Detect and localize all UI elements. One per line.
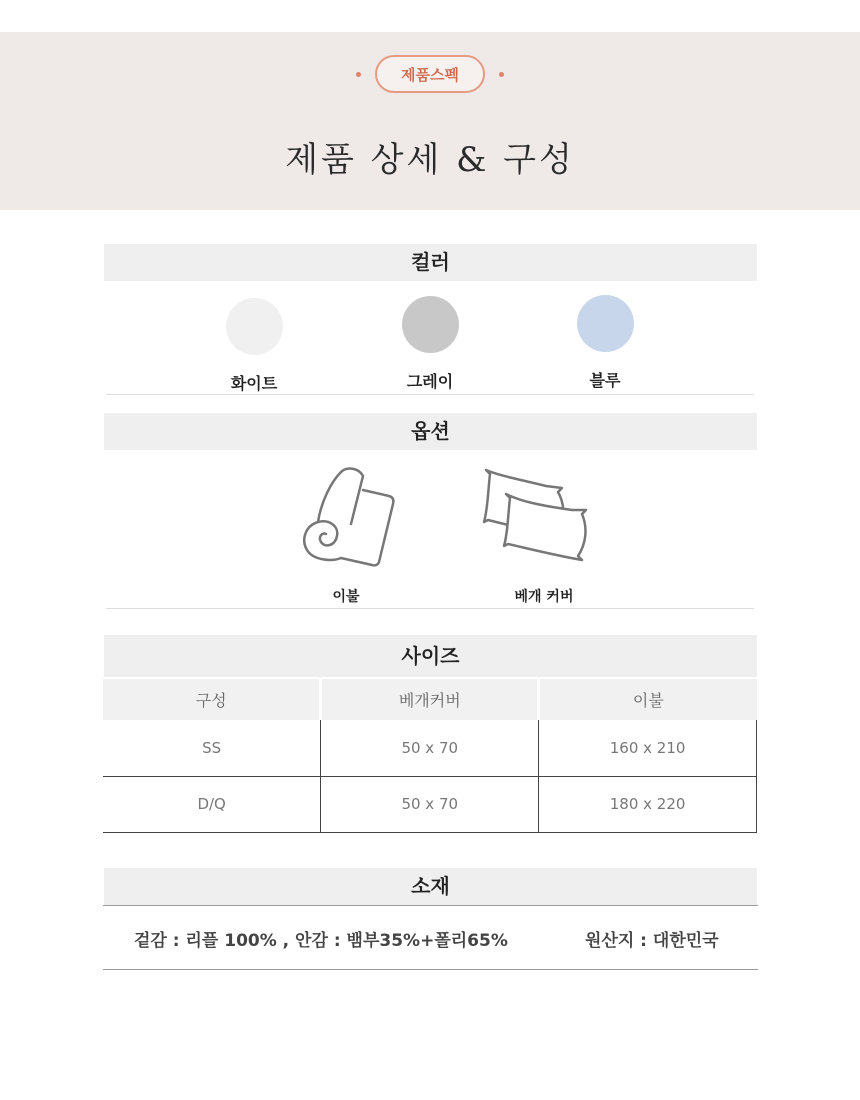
table-row [103,720,757,776]
size-table-header [103,679,757,720]
option-blanket [286,462,406,576]
swatch-white [194,298,314,394]
swatch-label: 블루 [589,371,621,390]
table-cell: SS [103,720,321,776]
origin-text: 원산지 : 대한민국 [585,931,719,951]
material-text: 겉감 : 리플 100% , 안감 : 뱀부35%+폴리65% [134,931,508,951]
rolled-blanket-icon [291,462,401,572]
table-header-cell: 구성 [103,679,321,720]
white-swatch [226,298,283,355]
material-section-title: 소재 [104,868,757,905]
swatch-gray [370,296,490,392]
pillows-icon [474,466,594,566]
table-cell: D/Q [103,776,321,832]
left-dot-icon [356,72,361,77]
swatch-label: 그레이 [406,372,454,391]
table-header-cell: 이불 [539,679,757,720]
blue-swatch [577,295,634,352]
option-label-pillow: 베개 커버 [514,589,574,605]
divider [103,969,758,970]
table-row [103,776,757,832]
table-cell: 180 x 220 [539,776,757,832]
table-cell: 160 x 210 [539,720,757,776]
option-pillow [474,466,594,570]
table-cell: 50 x 70 [321,720,539,776]
divider [106,394,754,395]
option-section-title: 옵션 [104,413,757,450]
divider [106,608,754,609]
page-title: 제품 상세 & 구성 [285,140,575,180]
size-section-title: 사이즈 [104,635,757,677]
table-cell: 50 x 70 [321,776,539,832]
gray-swatch [402,296,459,353]
right-dot-icon [499,72,504,77]
table-header-cell: 베개커버 [321,679,539,720]
spec-badge: 제품스펙 [375,55,485,93]
option-label-blanket: 이불 [332,589,360,605]
badge-row [0,55,860,93]
swatch-label: 화이트 [230,374,278,393]
color-section-title: 컬러 [104,244,757,281]
size-table [103,679,757,833]
swatch-blue [545,295,665,391]
divider [103,905,758,906]
